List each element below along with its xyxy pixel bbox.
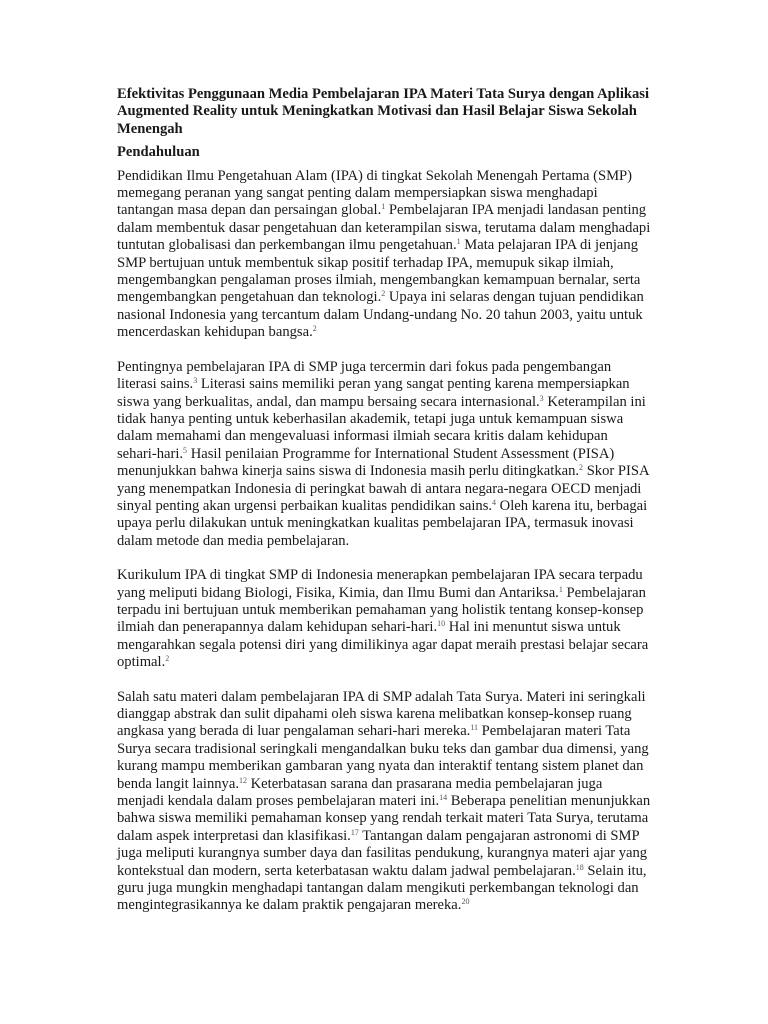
sentence: Oleh karena itu, berbagai upaya perlu dilakukan untuk meningkatkan kualitas pembelajaran IPA, termasuk inovasi dalam metode dan media pembelajaran. [117,497,648,549]
paragraph-4 [117,689,651,915]
footnote-ref: 2 [165,654,170,664]
footnote-ref: 17 [350,827,359,837]
document-page [117,86,651,932]
sentence: Pembelajaran terpadu ini bertujuan untuk memberikan pemahaman yang holistik tentang konsep-konsep ilmiah dan penerapannya dalam kehidupan sehari-hari. [117,584,646,636]
footnote-ref: 20 [461,897,470,907]
document-title: Efektivitas Penggunaan Media Pembelajaran IPA Materi Tata Surya dengan Aplikasi Augmented Reality untuk Meningkatkan Motivasi dan Hasil Belajar Siswa Sekolah Menengah [117,86,650,137]
footnote-ref: 10 [437,619,446,629]
sentence: Kurikulum IPA di tingkat SMP di Indonesia menerapkan pembelajaran IPA secara terpadu yang meliputi bidang Biologi, Fisika, Kimia, dan Ilmu Bumi dan Antariksa. [117,567,643,601]
sentence: Literasi sains memiliki peran yang sangat penting karena mempersiapkan siswa yang berkualitas, andal, dan mampu bersaing secara internasional. [117,376,630,410]
sentence: Selain itu, guru juga mungkin menghadapi tantangan dalam mengikuti perkembangan teknologi dan mengintegrasikannya ke dalam praktik pengajaran mereka. [117,862,647,914]
footnote-ref: 5 [183,445,188,455]
footnote-ref: 12 [238,775,247,785]
sentence: Keterampilan ini tidak hanya penting untuk keberhasilan akademik, tetapi juga untuk kemampuan siswa dalam memahami dan mengevaluasi informasi ilmiah secara kritis dalam kehidupan sehari-hari. [117,393,646,462]
footnote-ref: 2 [579,463,584,473]
footnote-ref: 18 [575,862,584,872]
sentence: Salah satu materi dalam pembelajaran IPA di SMP adalah Tata Surya. Materi ini seringkali dianggap abstrak dan sulit dipahami oleh siswa karena melibatkan konsep-konsep ruang angkasa yang berada di luar pengalaman sehari-hari mereka. [117,688,646,740]
footnote-ref: 14 [439,793,448,803]
sentence: Pentingnya pembelajaran IPA di SMP juga tercermin dari fokus pada pengembangan literasi sains. [117,358,612,393]
paragraph-1 [117,168,651,342]
paragraph-2 [117,359,651,550]
section-heading: Pendahuluan [117,144,200,161]
sentence: Pembelajaran IPA menjadi landasan penting dalam membentuk dasar pengetahuan dan keterampilan siswa, terutama dalam menghadapi tuntutan globalisasi dan perkembangan ilmu pengetahuan. [117,202,651,254]
footnote-ref: 1 [456,237,461,247]
sentence: Pendidikan Ilmu Pengetahuan Alam (IPA) di tingkat Sekolah Menengah Pertama (SMP) memegang peranan yang sangat penting dalam mempersiapkan siswa menghadapi tantangan masa depan dan persaingan global. [117,167,633,219]
footnote-ref: 4 [492,497,497,507]
footnote-ref: 11 [470,723,479,733]
footnote-ref: 1 [558,584,563,594]
footnote-ref: 3 [539,393,544,403]
sentence: Keterbatasan sarana dan prasarana media pembelajaran juga menjadi kendala dalam proses pembelajaran materi ini. [117,775,603,810]
sentence: Upaya ini selaras dengan tujuan pendidikan nasional Indonesia yang tercantum dalam Undang-undang No. 20 tahun 2003, yaitu untuk mencerdaskan kehidupan bangsa. [117,289,644,341]
sentence: Hasil penilaian Programme for International Student Assessment (PISA) menunjukkan bahwa kinerja sains siswa di Indonesia masih perlu ditingkatkan. [117,445,615,480]
sentence: Skor PISA yang menempatkan Indonesia di peringkat bawah di antara negara-negara OECD menjadi sinyal penting akan urgensi perbaikan kualitas pendidikan sains. [117,463,649,514]
footnote-ref: 1 [381,202,386,212]
sentence: Beberapa penelitian menunjukkan bahwa siswa memiliki pemahaman konsep yang rendah terkait materi Tata Surya, terutama dalam aspek interpretasi dan klasifikasi. [117,793,651,844]
sentence: Mata pelajaran IPA di jenjang SMP bertujuan untuk membentuk sikap positif terhadap IPA, memupuk sikap ilmiah, mengembangkan pengalaman proses ilmiah, mengembangkan kemampuan bernalar, serta mengembangkan pengetahuan dan teknologi. [117,237,641,306]
footnote-ref: 3 [193,376,198,386]
footnote-ref: 2 [381,289,386,299]
footnote-ref: 2 [312,324,317,334]
sentence: Pembelajaran materi Tata Surya secara tradisional seringkali mengandalkan buku teks dan gambar dua dimensi, yang kurang mampu memberikan gambaran yang nyata dan interaktif tentang sistem planet dan benda langit lainnya. [117,723,649,792]
sentence: Hal ini menuntut siswa untuk mengarahkan segala potensi diri yang dimilikinya agar dapat meraih prestasi belajar secara optimal. [117,619,649,671]
paragraph-3 [117,567,651,671]
sentence: Tantangan dalam pengajaran astronomi di SMP juga meliputi kurangnya sumber daya dan fasilitas pendukung, kurangnya materi ajar yang kontekstual dan modern, serta keterbatasan waktu dalam jadwal pembelajaran. [117,827,648,879]
